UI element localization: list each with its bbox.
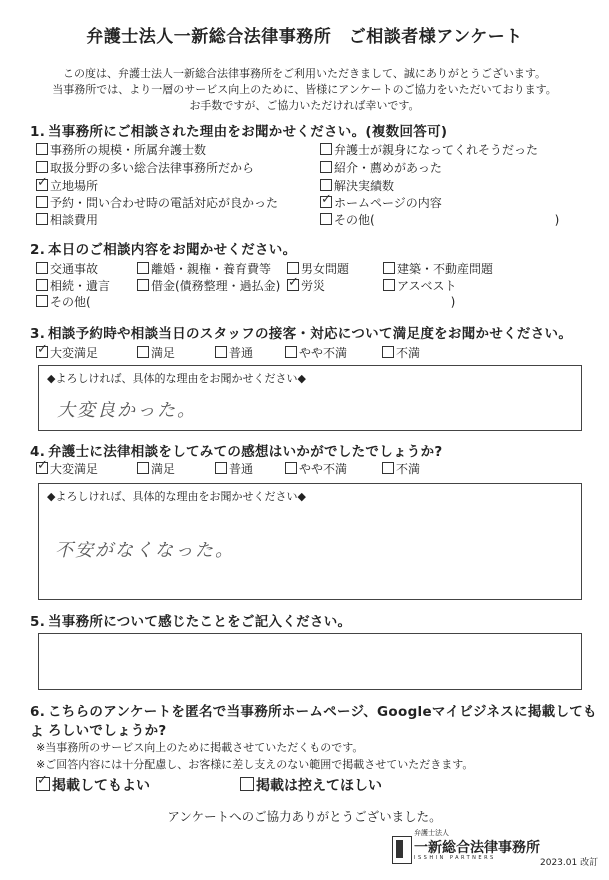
checkbox-icon[interactable] <box>285 462 297 474</box>
checkbox-icon[interactable] <box>382 462 394 474</box>
q4-comment-box[interactable] <box>38 483 582 600</box>
q4-option-label: 不満 <box>396 462 421 476</box>
q3-option-label: 大変満足 <box>50 346 99 360</box>
q4-option-label: 満足 <box>151 462 176 476</box>
q1-option-label: ホームページの内容 <box>334 196 442 210</box>
q2-option-6[interactable] <box>287 277 325 294</box>
checkbox-icon[interactable] <box>240 777 254 791</box>
checkbox-icon[interactable] <box>383 262 395 274</box>
question-3: 3. 相談予約時や相談当日のスタッフの接客・対応について満足度をお聞かせください。 <box>30 326 573 342</box>
q2-option-label: 建築・不動産問題 <box>397 262 494 276</box>
q6-note-2: ※ご回答内容には十分配慮し、お客様に差し支えのない範囲で掲載させていただきます。 <box>36 758 474 771</box>
checkbox-icon[interactable] <box>382 346 394 358</box>
q6-option-label: 掲載は控えてほしい <box>256 778 382 794</box>
checkbox-icon[interactable] <box>137 279 149 291</box>
q1-option-label: 弁護士が親身になってくれそうだった <box>334 143 539 157</box>
intro-line-3: お手数ですが、ご協力いただければ幸いです。 <box>189 99 420 112</box>
checkbox-icon[interactable] <box>137 262 149 274</box>
q3-option-2[interactable] <box>215 344 253 361</box>
q3-option-label: 満足 <box>151 346 176 360</box>
question-6: 6. こちらのアンケートを匿名で当事務所ホームページ、Googleマイビジネスに掲載してもよ <box>30 704 597 740</box>
checkbox-icon[interactable] <box>287 279 299 291</box>
q1-option-6[interactable] <box>320 159 442 176</box>
q6-note-1: ※当事務所のサービス向上のために掲載させていただくものです。 <box>36 741 364 754</box>
checkbox-icon[interactable] <box>215 462 227 474</box>
q3-option-3[interactable] <box>285 344 347 361</box>
q2-option-label: 男女問題 <box>301 262 350 276</box>
firm-logo-small: 弁護士法人 <box>414 829 449 837</box>
q4-comment-label: ◆よろしければ、具体的な理由をお聞かせください◆ <box>47 490 306 503</box>
firm-logo <box>392 828 562 864</box>
checkbox-icon[interactable] <box>320 179 332 191</box>
q1-option-9[interactable] <box>320 211 559 228</box>
q1-option-3[interactable] <box>36 194 278 211</box>
q4-option-label: 大変満足 <box>50 462 99 476</box>
question-6-line-2: ろしいでしょうか? <box>48 723 167 739</box>
q4-option-label: やや不満 <box>299 462 348 476</box>
firm-logo-name: 一新総合法律事務所 <box>414 840 540 856</box>
q1-option-8[interactable] <box>320 194 442 211</box>
q1-option-label: 立地場所 <box>50 179 99 193</box>
question-4: 4. 弁護士に法律相談をしてみての感想はいかがでしたでしょうか? <box>30 444 443 460</box>
intro-line-1: この度は、弁護士法人一新総合法律事務所をご利用いただきまして、誠にありがとうございます。 <box>63 67 546 80</box>
q2-option-label: 相続・遺言 <box>50 279 111 293</box>
q1-option-label: 事務所の規模・所属弁護士数 <box>50 143 207 157</box>
q2-option-label: その他( ) <box>50 295 456 309</box>
question-2: 2. 本日のご相談内容をお聞かせください。 <box>30 242 297 258</box>
q1-option-0[interactable] <box>36 141 206 158</box>
q4-option-label: 普通 <box>229 462 254 476</box>
q2-option-0[interactable] <box>36 260 98 277</box>
q3-comment-box[interactable] <box>38 365 582 431</box>
q4-option-4[interactable] <box>382 460 420 477</box>
q2-option-label: 離婚・親権・養育費等 <box>151 262 272 276</box>
q6-option-1[interactable] <box>240 775 382 795</box>
checkbox-icon[interactable] <box>287 262 299 274</box>
q2-option-3[interactable] <box>383 260 493 277</box>
thanks-message: アンケートへのご協力ありがとうございました。 <box>167 809 442 824</box>
checkbox-icon[interactable] <box>36 462 48 474</box>
q2-option-label: 労災 <box>301 279 326 293</box>
checkbox-icon[interactable] <box>36 213 48 225</box>
question-1: 1. 当事務所にご相談された理由をお聞かせください。(複数回答可) <box>30 124 448 140</box>
q2-option-4[interactable] <box>36 277 110 294</box>
intro-line-2: 当事務所では、より一層のサービス向上のために、皆様にアンケートのご協力をいただいております。 <box>52 83 557 96</box>
q1-option-1[interactable] <box>36 159 254 176</box>
q3-option-label: やや不満 <box>299 346 348 360</box>
checkbox-icon[interactable] <box>383 279 395 291</box>
q2-option-5[interactable] <box>137 277 280 294</box>
checkbox-icon[interactable] <box>36 346 48 358</box>
question-5: 5. 当事務所について感じたことをご記入ください。 <box>30 614 352 630</box>
q5-comment-box[interactable] <box>38 633 582 690</box>
firm-logo-en: ISSHIN PARTNERS <box>414 855 496 861</box>
q3-option-label: 不満 <box>396 346 421 360</box>
checkbox-icon[interactable] <box>320 161 332 173</box>
checkbox-icon[interactable] <box>36 161 48 173</box>
q1-option-4[interactable] <box>36 211 98 228</box>
q2-option-label: 交通事故 <box>50 262 99 276</box>
checkbox-icon[interactable] <box>36 777 50 791</box>
checkbox-icon[interactable] <box>36 196 48 208</box>
q4-comment-answer: 不安がなくなった。 <box>55 540 235 561</box>
q3-option-0[interactable] <box>36 344 98 361</box>
q6-option-0[interactable] <box>36 775 150 795</box>
q3-option-4[interactable] <box>382 344 420 361</box>
q4-option-0[interactable] <box>36 460 98 477</box>
checkbox-icon[interactable] <box>320 213 332 225</box>
q2-option-1[interactable] <box>137 260 271 277</box>
q1-option-label: 予約・問い合わせ時の電話対応が良かった <box>50 196 279 210</box>
q1-option-label: 相談費用 <box>50 213 99 227</box>
checkbox-icon[interactable] <box>36 262 48 274</box>
q1-option-label: その他( ) <box>334 213 560 227</box>
checkbox-icon[interactable] <box>36 143 48 155</box>
q2-option-7[interactable] <box>383 277 457 294</box>
q4-option-1[interactable] <box>137 460 175 477</box>
q3-comment-answer: 大変良かった。 <box>57 400 197 421</box>
firm-logo-mark <box>392 836 412 864</box>
checkbox-icon[interactable] <box>36 279 48 291</box>
q1-option-label: 紹介・薦めがあった <box>334 161 442 175</box>
q4-option-2[interactable] <box>215 460 253 477</box>
q1-option-5[interactable] <box>320 141 538 158</box>
q1-option-2[interactable] <box>36 177 98 194</box>
checkbox-icon[interactable] <box>137 346 149 358</box>
q2-option-label: アスベスト <box>397 279 457 293</box>
q4-option-3[interactable] <box>285 460 347 477</box>
q3-comment-label: ◆よろしければ、具体的な理由をお聞かせください◆ <box>47 372 306 385</box>
checkbox-icon[interactable] <box>320 143 332 155</box>
checkbox-icon[interactable] <box>36 179 48 191</box>
revision-date: 2023.01 改訂 <box>540 858 599 868</box>
checkbox-icon[interactable] <box>137 462 149 474</box>
q1-option-label: 解決実績数 <box>334 179 395 193</box>
checkbox-icon[interactable] <box>320 196 332 208</box>
q1-option-label: 取扱分野の多い総合法律事務所だから <box>50 161 255 175</box>
q2-option-8[interactable] <box>36 293 455 310</box>
checkbox-icon[interactable] <box>215 346 227 358</box>
q6-option-label: 掲載してもよい <box>52 778 150 794</box>
q2-option-label: 借金(債務整理・過払金) <box>151 279 281 293</box>
checkbox-icon[interactable] <box>36 295 48 307</box>
checkbox-icon[interactable] <box>285 346 297 358</box>
q3-option-label: 普通 <box>229 346 254 360</box>
q3-option-1[interactable] <box>137 344 175 361</box>
page-title: 弁護士法人一新総合法律事務所 ご相談者様アンケート <box>86 27 523 47</box>
